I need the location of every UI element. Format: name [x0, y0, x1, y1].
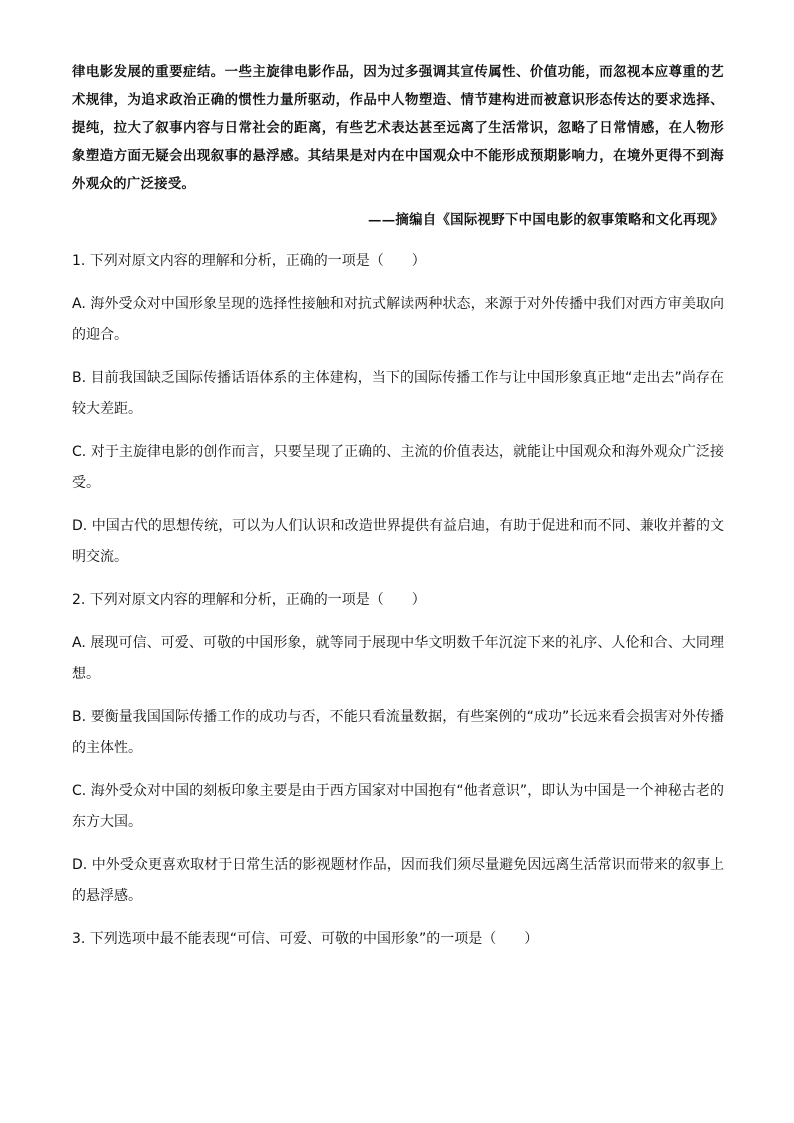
option-d: D. 中外受众更喜欢取材于日常生活的影视题材作品，因而我们须尽量避免因远离生活常识而带来的叙事上的悬浮感。: [72, 857, 724, 904]
option-a: A. 海外受众对中国形象呈现的选择性接触和对抗式解读两种状态，来源于对外传播中我们对西方审美取向的迎合。: [72, 296, 724, 343]
document-page: [72, 58, 724, 955]
option-b: B. 目前我国缺乏国际传播话语体系的主体建构，当下的国际传播工作与让中国形象真正地“走出去”尚存在较大差距。: [72, 370, 724, 417]
option-c: C. 对于主旋律电影的创作而言，只要呈现了正确的、主流的价值表达，就能让中国观众和海外观众广泛接受。: [72, 444, 724, 491]
question-stem: 3. 下列选项中最不能表现“可信、可爱、可敬的中国形象”的一项是（ ）: [72, 931, 539, 947]
question-stem: 1. 下列对原文内容的理解和分析，正确的一项是（ ）: [72, 253, 426, 269]
option-a: A. 展现可信、可爱、可敬的中国形象，就等同于展现中华文明数千年沉淀下来的礼序、人伦和合、大同理想。: [72, 635, 724, 682]
option-d: D. 中国古代的思想传统，可以为人们认识和改造世界提供有益启迪，有助于促进和而不同、兼收并蓄的文明交流。: [72, 518, 724, 565]
option-b: B. 要衡量我国国际传播工作的成功与否，不能只看流量数据，有些案例的“成功”长远来看会损害对外传播的主体性。: [72, 709, 724, 756]
question-stem: 2. 下列对原文内容的理解和分析，正确的一项是（ ）: [72, 592, 426, 608]
passage-paragraph: 律电影发展的重要症结。一些主旋律电影作品，因为过多强调其宣传属性、价值功能，而忽视本应尊重的艺术规律，为追求政治正确的惯性力量所驱动，作品中人物塑造、情节建构进而被意识形态传达的要求选择、提纯，拉大了叙事内容与日常社会的距离，有些艺术表达甚至远离了生活常识，忽略了日常情感，在人物形象塑造方面无疑会出现叙事的悬浮感。其结果是对内在中国观众中不能形成预期影响力，在境外更得不到海外观众的广泛接受。: [72, 64, 724, 192]
question-1: [72, 246, 724, 573]
question-2: [72, 585, 724, 912]
option-c: C. 海外受众对中国的刻板印象主要是由于西方国家对中国抱有“他者意识”，即认为中国是一个神秘古老的东方大国。: [72, 783, 724, 830]
question-3: [72, 924, 724, 955]
passage-source: ——摘编自《国际视野下中国电影的叙事策略和文化再现》: [368, 212, 724, 228]
